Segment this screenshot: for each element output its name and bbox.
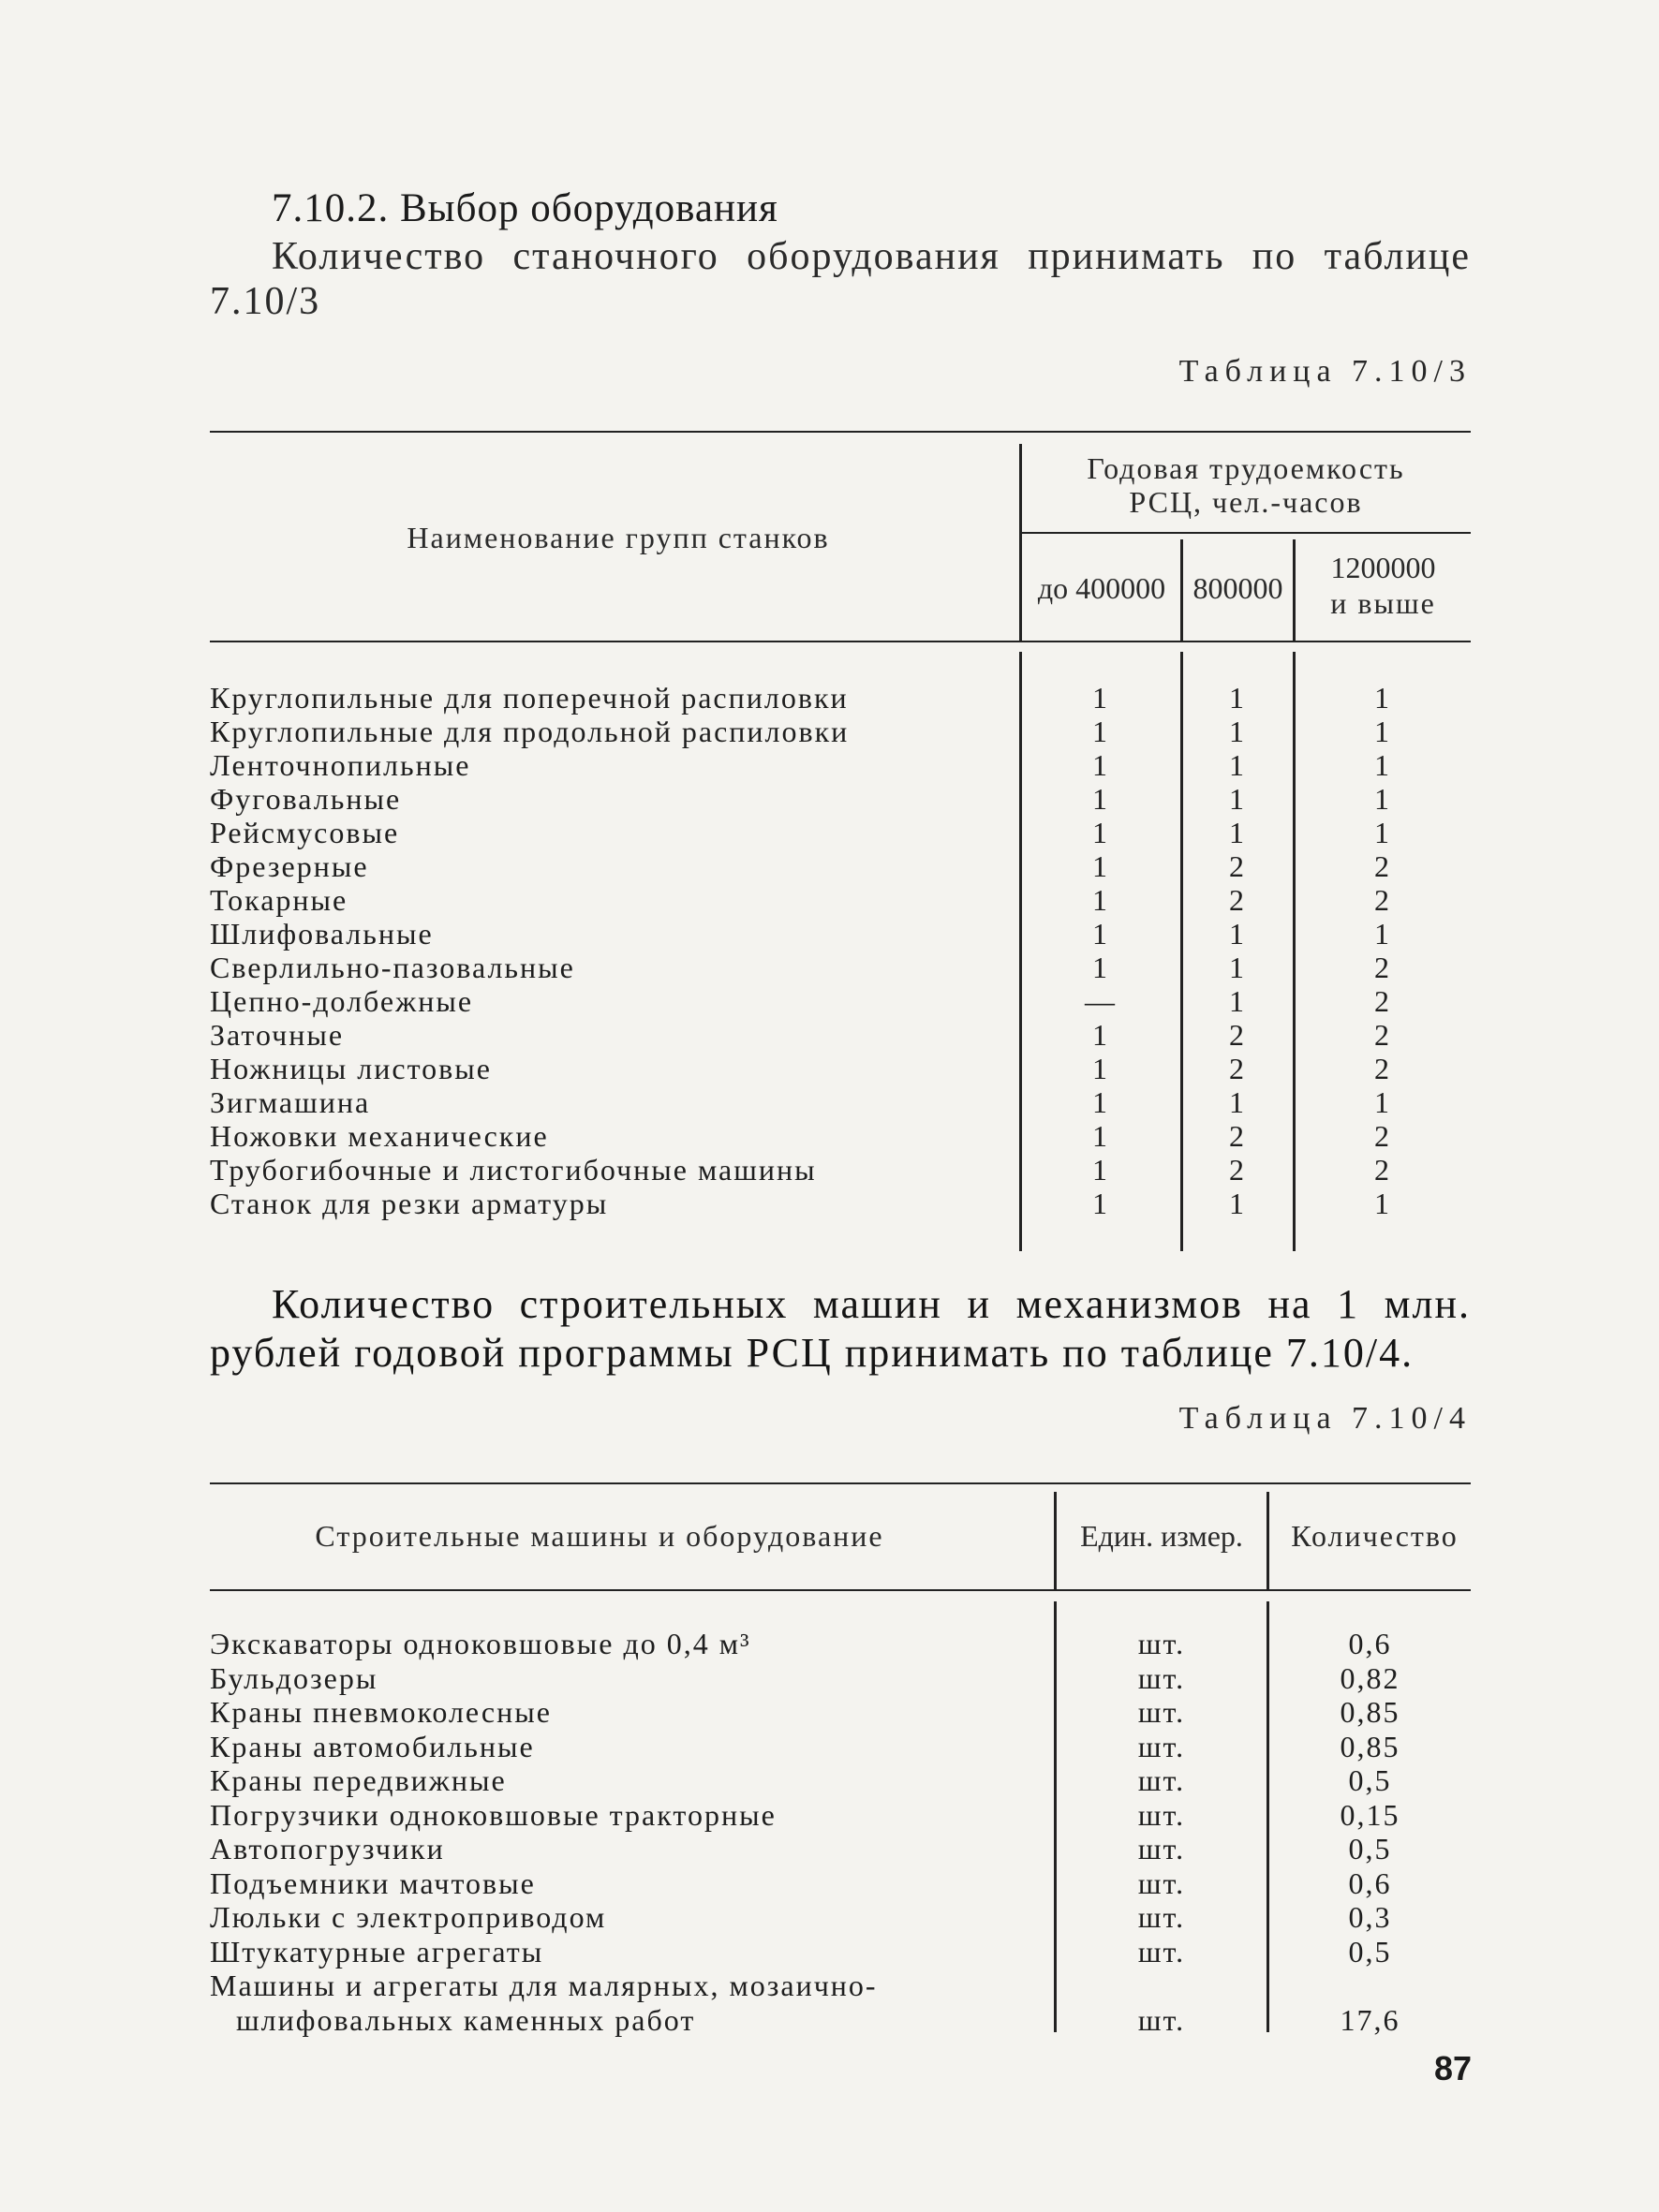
- unit: шт.: [1137, 1695, 1186, 1729]
- machine-name: Краны пневмоколесные: [210, 1695, 552, 1729]
- table1-group-header-line2: РСЦ, чел.-часов: [1129, 485, 1363, 519]
- table-row: [210, 1935, 1471, 1969]
- value-1200000-and-above: 2: [1374, 1119, 1391, 1153]
- machine-name: Экскаваторы одноковшовые до 0,4 м³: [210, 1627, 751, 1660]
- table1-subheader-and-above: и выше: [1330, 586, 1436, 620]
- value-800000: 2: [1229, 849, 1246, 883]
- unit: шт.: [1137, 1797, 1186, 1832]
- value-1200000-and-above: 1: [1374, 1187, 1391, 1220]
- machine-name: Краны передвижные: [210, 1763, 507, 1797]
- value-1200000-and-above: 1: [1374, 782, 1391, 816]
- value-800000: 1: [1229, 748, 1246, 782]
- value-800000: 1: [1229, 782, 1246, 816]
- value-1200000-and-above: 2: [1374, 1018, 1391, 1052]
- value-up-to-400000: —: [1085, 984, 1117, 1018]
- value-up-to-400000: 1: [1092, 782, 1109, 816]
- value-up-to-400000: 1: [1092, 748, 1109, 782]
- value-up-to-400000: 1: [1092, 1187, 1109, 1220]
- value-up-to-400000: 1: [1092, 917, 1109, 951]
- table2-caption: Таблица 7.10/4: [1178, 1401, 1472, 1436]
- section-heading: 7.10.2. Выбор оборудования: [272, 186, 778, 230]
- value-up-to-400000: 1: [1092, 681, 1109, 715]
- quantity: 17,6: [1340, 2002, 1400, 2037]
- table-row: [210, 1119, 1471, 1153]
- table-row: [210, 1018, 1471, 1052]
- value-1200000-and-above: 1: [1374, 816, 1391, 849]
- unit: шт.: [1137, 2002, 1186, 2037]
- machine-name: Люльки с электроприводом: [210, 1900, 607, 1934]
- machine-group-name: Станок для резки арматуры: [210, 1187, 609, 1220]
- quantity: 0,6: [1348, 1627, 1392, 1660]
- unit: шт.: [1137, 1763, 1186, 1797]
- machine-name: Погрузчики одноковшовые тракторные: [210, 1797, 777, 1832]
- value-1200000-and-above: 1: [1374, 1085, 1391, 1119]
- table-row: [210, 1627, 1471, 1660]
- table1-subheader-1200000: 1200000: [1330, 551, 1436, 584]
- table-row: [210, 1730, 1471, 1763]
- table-row: [210, 1832, 1471, 1865]
- table-row: [210, 1187, 1471, 1220]
- value-1200000-and-above: 2: [1374, 984, 1391, 1018]
- table2-top-rule: [210, 1482, 1471, 1484]
- value-1200000-and-above: 2: [1374, 849, 1391, 883]
- table-row: [210, 917, 1471, 951]
- value-1200000-and-above: 2: [1374, 1052, 1391, 1085]
- unit: шт.: [1137, 1900, 1186, 1934]
- value-up-to-400000: 1: [1092, 715, 1109, 748]
- unit: шт.: [1137, 1934, 1186, 1969]
- unit: шт.: [1137, 1832, 1186, 1865]
- value-up-to-400000: 1: [1092, 849, 1109, 883]
- table1-group-header-line1: Годовая трудоемкость: [1087, 451, 1405, 485]
- unit: шт.: [1137, 1729, 1186, 1763]
- value-up-to-400000: 1: [1092, 1119, 1109, 1153]
- quantity: 0,5: [1348, 1832, 1392, 1865]
- machine-name: Краны автомобильные: [210, 1729, 535, 1763]
- value-1200000-and-above: 1: [1374, 681, 1391, 715]
- unit: шт.: [1137, 1627, 1186, 1660]
- quantity: 0,6: [1348, 1865, 1392, 1900]
- value-800000: 1: [1229, 681, 1246, 715]
- table-row: [210, 849, 1471, 883]
- table-row: [210, 782, 1471, 816]
- machine-group-name: Цепно-долбежные: [210, 984, 474, 1018]
- table-row-last-line1: [210, 1969, 1471, 2002]
- table2-header-machines: Строительные машины и оборудование: [315, 1519, 884, 1553]
- table1-name-header: Наименование групп станков: [407, 521, 830, 554]
- value-800000: 1: [1229, 951, 1246, 984]
- table-row: [210, 1866, 1471, 1900]
- table2-header-bottom-rule: [210, 1589, 1471, 1591]
- machine-name-line1: Машины и агрегаты для малярных, мозаично-: [210, 1969, 878, 2002]
- intro-paragraph: Количество станочного оборудования принимать по таблице 7.10/3: [210, 235, 1471, 323]
- table1-subheader-800000: 800000: [1192, 571, 1283, 605]
- table-row: [210, 1695, 1471, 1729]
- machine-group-name: Зигмашина: [210, 1085, 371, 1119]
- value-800000: 2: [1229, 1153, 1246, 1187]
- table-row-last-line2: [210, 2003, 1471, 2037]
- table-row: [210, 1052, 1471, 1085]
- value-800000: 1: [1229, 1187, 1246, 1220]
- value-1200000-and-above: 1: [1374, 715, 1391, 748]
- machine-group-name: Фуговальные: [210, 782, 402, 816]
- table2-header-unit: Един. измер.: [1080, 1519, 1243, 1553]
- table1-top-rule: [210, 431, 1471, 433]
- value-up-to-400000: 1: [1092, 883, 1109, 917]
- quantity: 0,15: [1340, 1797, 1400, 1832]
- value-800000: 1: [1229, 984, 1246, 1018]
- page-number: 87: [1433, 2049, 1472, 2087]
- machine-name: Бульдозеры: [210, 1660, 378, 1695]
- machine-group-name: Ножовки механические: [210, 1119, 549, 1153]
- unit: шт.: [1137, 1865, 1186, 1900]
- machine-group-name: Фрезерные: [210, 849, 369, 883]
- machine-group-name: Круглопильные для продольной распиловки: [210, 715, 850, 748]
- machine-group-name: Сверлильно-пазовальные: [210, 951, 575, 984]
- table-row: [210, 681, 1471, 715]
- value-800000: 1: [1229, 816, 1246, 849]
- value-1200000-and-above: 1: [1374, 917, 1391, 951]
- value-up-to-400000: 1: [1092, 1052, 1109, 1085]
- value-1200000-and-above: 2: [1374, 951, 1391, 984]
- quantity: 0,85: [1340, 1695, 1400, 1729]
- value-800000: 1: [1229, 1085, 1246, 1119]
- machine-group-name: Заточные: [210, 1018, 345, 1052]
- table-row: [210, 1153, 1471, 1187]
- table1-header-bottom-rule: [210, 641, 1471, 642]
- machine-group-name: Трубогибочные и листогибочные машины: [210, 1153, 817, 1187]
- unit: шт.: [1137, 1660, 1186, 1695]
- machine-name-line2: шлифовальных каменных работ: [236, 2002, 696, 2037]
- value-800000: 2: [1229, 1018, 1246, 1052]
- table2-body: [210, 1627, 1471, 2039]
- table-row: [210, 951, 1471, 984]
- table-row: [210, 816, 1471, 849]
- value-800000: 2: [1229, 883, 1246, 917]
- table-row: [210, 1661, 1471, 1695]
- table-row: [210, 748, 1471, 782]
- value-up-to-400000: 1: [1092, 1085, 1109, 1119]
- table1-subheader-400000: до 400000: [1037, 571, 1166, 605]
- machine-group-name: Ленточнопильные: [210, 748, 471, 782]
- value-1200000-and-above: 2: [1374, 1153, 1391, 1187]
- table2-header-quantity: Количество: [1291, 1519, 1459, 1553]
- value-1200000-and-above: 1: [1374, 748, 1391, 782]
- machine-group-name: Токарные: [210, 883, 348, 917]
- value-up-to-400000: 1: [1092, 1153, 1109, 1187]
- machine-group-name: Ножницы листовые: [210, 1052, 492, 1085]
- middle-paragraph: Количество строительных машин и механизмов на 1 млн. рублей годовой программы РСЦ принимать по таблице 7.10/4.: [210, 1281, 1471, 1376]
- machine-name: Штукатурные агрегаты: [210, 1934, 544, 1969]
- machine-group-name: Круглопильные для поперечной распиловки: [210, 681, 849, 715]
- value-800000: 1: [1229, 917, 1246, 951]
- value-up-to-400000: 1: [1092, 816, 1109, 849]
- machine-name: Подъемники мачтовые: [210, 1865, 536, 1900]
- value-800000: 2: [1229, 1119, 1246, 1153]
- machine-name: Автопогрузчики: [210, 1832, 445, 1865]
- machine-group-name: Рейсмусовые: [210, 816, 400, 849]
- table-row: [210, 1798, 1471, 1832]
- value-up-to-400000: 1: [1092, 1018, 1109, 1052]
- table-row: [210, 1900, 1471, 1934]
- value-800000: 2: [1229, 1052, 1246, 1085]
- table-row: [210, 1763, 1471, 1797]
- table1-group-rule: [1021, 532, 1471, 534]
- table1-caption: Таблица 7.10/3: [1178, 354, 1472, 389]
- table-row: [210, 984, 1471, 1018]
- table-row: [210, 883, 1471, 917]
- machine-group-name: Шлифовальные: [210, 917, 434, 951]
- quantity: 0,5: [1348, 1763, 1392, 1797]
- value-up-to-400000: 1: [1092, 951, 1109, 984]
- value-1200000-and-above: 2: [1374, 883, 1391, 917]
- quantity: 0,85: [1340, 1729, 1400, 1763]
- table-row: [210, 715, 1471, 748]
- quantity: 0,5: [1348, 1934, 1392, 1969]
- quantity: 0,82: [1340, 1660, 1400, 1695]
- table-row: [210, 1085, 1471, 1119]
- quantity: 0,3: [1348, 1900, 1392, 1934]
- table1-body: [210, 681, 1471, 1243]
- value-800000: 1: [1229, 715, 1246, 748]
